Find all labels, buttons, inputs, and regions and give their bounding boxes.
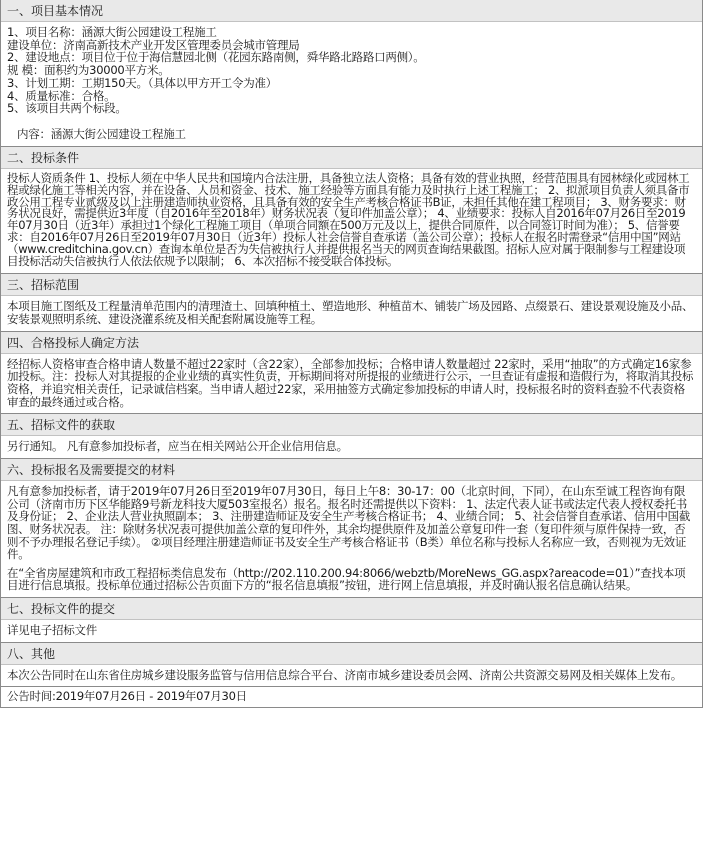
section-registration: [1, 459, 702, 598]
section-heading: 五、招标文件的获取: [1, 414, 702, 436]
section-bid-documents: [1, 414, 702, 459]
bid-documents-text: 另行通知。 凡有意参加投标者，应当在相关网站公开企业信用信息。: [7, 440, 348, 454]
section-bid-scope: [1, 274, 702, 331]
construction-unit: 建设单位：济南高新技术产业开发区管理委员会城市管理局: [7, 38, 300, 52]
section-heading: 三、招标范围: [1, 274, 702, 296]
section-heading: 二、投标条件: [1, 147, 702, 169]
section-bid-conditions: [1, 147, 702, 275]
section-heading: 六、投标报名及需要提交的材料: [1, 459, 702, 481]
section-heading: 七、投标文件的提交: [1, 598, 702, 620]
announcement-time: 公告时间:2019年07月26日 - 2019年07月30日: [7, 690, 247, 704]
bid-scope-text: 本项目施工图纸及工程量清单范围内的清理渣土、回填种植土、塑造地形、种植苗木、铺装广场及园路、点缀景石、建设景观设施及小品、安装景观照明系统、建设浇灌系统及相关配套附属设施等工程。: [7, 299, 694, 326]
section-qualified-bidders: [1, 332, 702, 415]
qualified-bidders-text: 经招标人资格审查合格申请人数量不超过22家时（含22家），全部参加投标；合格申请人数量超过 22家时，采用“抽取”的方式确定16家参加投标。注：投标人对其提报的企业业绩的真实性负责，开标期间将对所提报的业绩进行公示，一旦查证有虚报和造假行为，将取消其投标资格，并追究相关责任，记录诚信档案。当申请人超过22家，采用抽签方式确定参加投标的申请人时，投标报名时的资料查验不代表资格审查的最终通过或合格。: [7, 356, 694, 409]
bid-conditions-text: 投标人资质条件 1、投标人须在中华人民共和国境内合法注册，具备独立法人资格；具备有效的营业执照，经营范围具有园林绿化或园林工程或绿化施工等相关内容，并在设备、人员和资金、技术、施工经验等方面具有能力及时执行上述工程施工； 2、拟派项目负责人须具备市政公用工程专业贰级及以上注册建造师执业资格，且具备有效的安全生产考核合格证书B证，未担任其他在建工程项目； 3、财务要求：财务状况良好，需提供近3年度（自2016年至2018年）财务状况表（复印件加盖公章）； 4、业绩要求：投标人自2016年07月26日至2019年07月30日（近3年）承担过1个绿化工程施工项目（单项合同额在500万元及以上，提供合同原件，以合同签订时间为准）； 5、信誉要求：自2016年07月26日至2019年07月30日（近3年）投标人社会信誉自查承诺（盖公司公章）；投标人在报名时需登录“信用中国”网站（www.creditchina.gov.cn）查询本单位是否为失信被执行人并提供报名当天的网页查询结果截图。招标人应对属于限制参与工程建设项目投标活动失信被执行人依法依规予以限制； 6、本次招标不接受联合体投标。: [7, 170, 690, 269]
project-name: 1、项目名称：涵源大街公园建设工程施工: [7, 26, 217, 39]
registration-text: 凡有意参加投标者，请于2019年07月26日至2019年07月30日，每日上午8：30-17：00（北京时间，下同），在山东至诚工程咨询有限公司（济南市历下区华能路9号新龙科技大厦503室报名）报名。报名时还需提供以下资料： 1、法定代表人证书或法定代表人授权委托书及身份证； 2、企业法人营业执照副本； 3、注册建造师证及安全生产考核合格证书； 4、业绩合同； 5、社会信誉自查承诺、信用中国截图、财务状况表。 注：除财务状况表可提供加盖公章的复印件外，其余均提供原件及加盖公章复印件一套（复印件须与原件保持一致，否则不予办理报名登记手续）。 ②项目经理注册建造师证书及安全生产考核合格证书（B类）单位名称与投标人名称应一致，否则视为无效证件。: [7, 484, 691, 562]
project-scale: 规 模：面积约为30000平方米。: [7, 64, 170, 77]
lot-count: 5、该项目共两个标段。: [7, 102, 127, 115]
section-heading: 一、项目基本情况: [1, 0, 702, 22]
registration-online-text: 在“全省房屋建筑和市政工程招标类信息发布（http://202.110.200.94:8066/webztb/MoreNews_GG.aspx?areacode=01）”查找本项目进行信息填报。投标单位通过招标公告页面下方的“报名信息填报”按钮，进行网上信息填报，并及时确认报名信息确认结果。: [7, 565, 686, 593]
construction-site: 2、建设地点：项目位于位于海信慧园北侧（花园东路南侧，舜华路北路路口两侧）。: [7, 51, 425, 65]
bid-submission-text: 详见电子招标文件: [7, 623, 97, 637]
project-content: 内容：涵源大街公园建设工程施工: [17, 127, 186, 141]
quality-standard: 4、质量标准：合格。: [7, 89, 116, 103]
section-bid-submission: [1, 598, 702, 643]
section-heading: 八、其他: [1, 643, 702, 665]
section-heading: 四、合格投标人确定方法: [1, 332, 702, 354]
section-other: [1, 643, 702, 688]
planned-duration: 3、计划工期：工期150天。（具体以甲方开工令为准）: [7, 76, 278, 90]
other-text: 本次公告同时在山东省住房城乡建设服务监管与信用信息综合平台、济南市城乡建设委员会网、济南公共资源交易网及相关媒体上发布。: [7, 667, 682, 682]
section-announcement-time: [1, 687, 702, 708]
section-project-info: [1, 0, 702, 147]
